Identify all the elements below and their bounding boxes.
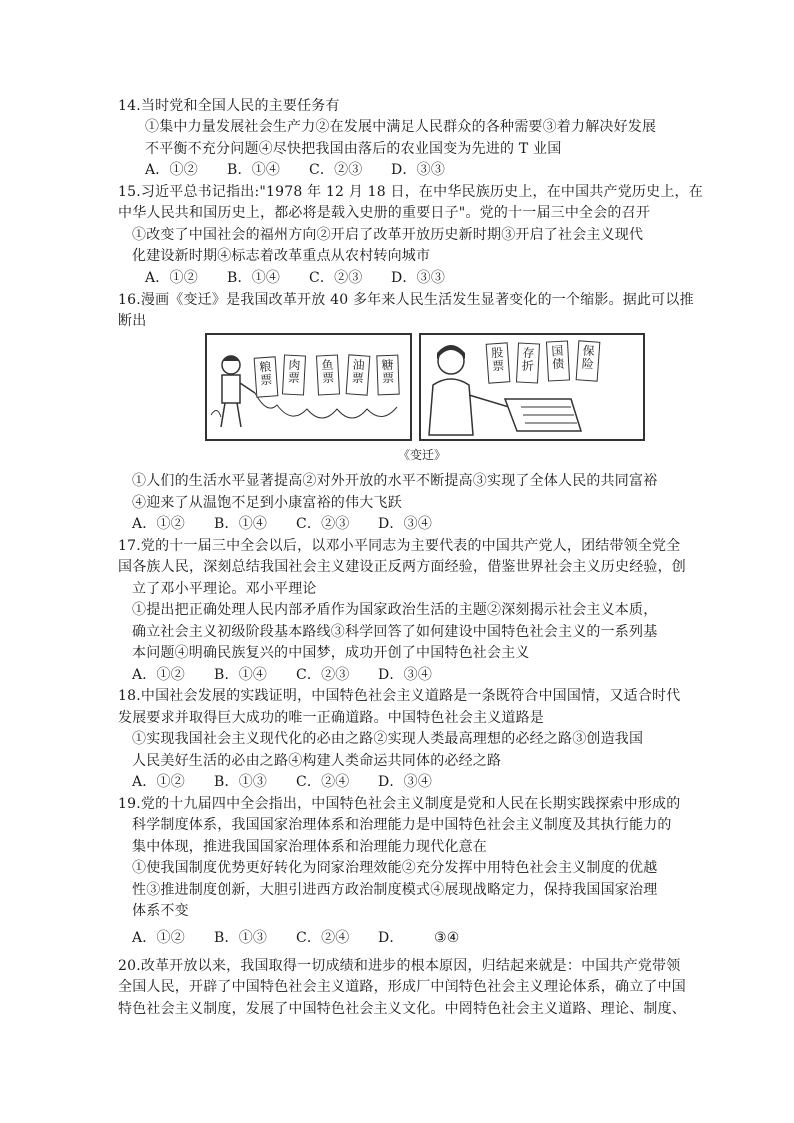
ticket-fish: 鱼票 [316,354,340,395]
q15-option-b[interactable]: B．①④ [227,270,281,286]
q14-option-b[interactable]: B．①④ [227,162,281,178]
q17-option-b[interactable]: B．①④ [214,667,268,683]
ticket-passbook: 存折 [516,342,540,383]
q18-option-c[interactable]: C．②④ [296,774,350,790]
cartoon-caption: 《变迁》 [398,448,447,462]
q17-stem-line2: 国各族人民，深刻总结我国社会主义建设正反两方面经验，借鉴世界社会主义历史经验，创 [118,559,686,575]
q18-statements-line1: ①实现我国社会主义现代化的必由之路②实现人类最高理想的必经之路③创造我国 [132,731,644,747]
q14-stem: 14.当时党和全国人民的主要任务有 [118,98,340,114]
q15-stem-line2: 中华人民共和国历史上，都必将是载入史册的重要日子"。党的十一届三中全会的召开 [118,205,651,221]
q18-stem-line1: 18.中国社会发展的实践证明，中国特色社会主义道路是一条既符合中国国情，又适合时代 [118,688,681,704]
q16-option-c[interactable]: C．②③ [296,516,350,532]
q18-statements-line2: 人民美好生活的必由之路④构建人类命运共同体的必经之路 [132,753,502,769]
q17-statements-line3: 本问题④明确民族复兴的中国梦，成功开创了中国特色社会主义 [132,645,530,661]
q18-stem-line2: 发展要求并取得巨大成功的唯一正确道路。中国特色社会主义道路是 [118,710,544,726]
q15-options [145,268,445,288]
q14-options [145,160,445,180]
q17-option-c[interactable]: C．②③ [296,667,350,683]
cartoon-panel-present [419,333,645,441]
q16-stem-line1: 16.漫画《变迁》是我国改革开放 40 多年来人民生活发生显著变化的一个缩影。据此可以推 [118,292,694,308]
ticket-sugar: 糖票 [376,355,399,396]
q19-statements-line2: 性③推进制度创新，大胆引进西方政治制度模式④展现战略定力，保持我国国家治理 [132,882,658,898]
q17-statements-line2: 确立社会主义初级阶段基本路线③科学回答了如何建设中国特色社会主义的一系列基 [132,624,658,640]
q19-stem-line1: 19.党的十九届四中全会指出，中国特色社会主义制度是党和人民在长期实践探索中形成的 [118,796,681,812]
ticket-bonds: 国债 [546,340,570,381]
q14-statements-line1: ①集中力量发展社会生产力②在发展中满足人民群众的各种需要③着力解决好发展 [145,119,657,135]
ticket-meat: 肉票 [282,354,306,395]
q16-options [132,514,432,534]
q17-option-d[interactable]: D．③④ [378,667,433,683]
q19-option-c[interactable]: C．②④ [296,930,350,946]
q19-statements-line3: 体系不变 [132,903,189,919]
q18-options [132,772,432,792]
cartoon-panel-past [205,333,412,441]
q19-option-d-value: ③④ [434,930,460,946]
q17-option-a[interactable]: A．①② [132,667,185,683]
q15-option-a[interactable]: A．①② [145,270,198,286]
q14-option-a[interactable]: A．①② [145,162,198,178]
q17-options [132,665,432,685]
q19-stem-line3: 集中体现，推进我国国家治理体系和治理能力现代化意在 [132,839,487,855]
q17-stem-line3: 立了邓小平理论。邓小平理论 [132,581,317,597]
q15-option-c[interactable]: C．②③ [309,270,363,286]
q14-option-d[interactable]: D．③③ [391,162,446,178]
q15-option-d[interactable]: D．③③ [391,270,446,286]
q20-stem-line2: 全国人民，开辟了中国特色社会主义道路，形成厂中闰特色社会主义理论体系，确立了中国 [118,979,686,995]
q19-option-d[interactable]: D． [378,930,404,946]
q16-option-d[interactable]: D．③④ [378,516,433,532]
q19-option-b[interactable]: B．①③ [214,930,268,946]
q20-stem-line1: 20.改革开放以来，我国取得一切成绩和进步的根本原因，归结起来就是：中国共产党带领 [118,958,681,974]
q19-options [132,928,460,948]
cartoon-figure [205,333,646,445]
q16-stem-line2: 断出 [118,313,147,329]
q15-statements-line2: 化建设新时期④标志着改革重点从农村转向城市 [132,248,431,264]
q18-option-b[interactable]: B．①③ [214,774,268,790]
q14-option-c[interactable]: C．②③ [309,162,363,178]
q19-option-a[interactable]: A．①② [132,930,185,946]
q16-option-a[interactable]: A．①② [132,516,185,532]
ticket-grain: 粮票 [254,356,279,397]
ticket-insurance: 保险 [576,340,601,381]
q15-statements-line1: ①改变了中国社会的福州方向②开启了改革开放历史新时期③开启了社会主义现代 [132,227,644,243]
q18-option-d[interactable]: D．③④ [378,774,433,790]
q16-statements-line1: ①人们的生活水平显著提高②对外开放的水平不断提高③实现了全体人民的共同富裕 [132,473,658,489]
q19-statements-line1: ①使我国制度优势更好转化为冏家治理效能②充分发挥中用特色社会主义制度的优越 [132,860,658,876]
ticket-stocks: 股票 [486,342,511,383]
q17-statements-line1: ①提出把正确处理人民内部矛盾作为国家政治生活的主题②深刻揭示社会主义本质， [132,602,658,618]
q19-stem-line2: 科学制度体系，我国国家治理体系和治理能力是中国特色社会主义制度及其执行能力的 [132,817,672,833]
q15-stem-line1: 15.习近平总书记指出:"1978 年 12 月 18 日，在中华民族历史上，在中国共产党历史上，在 [118,184,703,200]
q20-stem-line3: 特色社会主义制度，发展了中国特色社会主义文化。中罔特色社会主义道路、理论、制度、 [118,1001,686,1017]
q17-stem-line1: 17.党的十一届三中全会以后，以邓小平同志为主要代表的中国共产党人，团结带领全党全 [118,538,681,554]
q14-statements-line2: 不平衡不充分问题④尽快把我国由落后的农业国变为先进的 T 业国 [145,141,562,157]
q16-option-b[interactable]: B．①④ [214,516,268,532]
q18-option-a[interactable]: A．①② [132,774,185,790]
q16-statements-line2: ④迎来了从温饱不足到小康富裕的伟大飞跃 [132,495,402,511]
ticket-oil: 油票 [346,354,371,395]
